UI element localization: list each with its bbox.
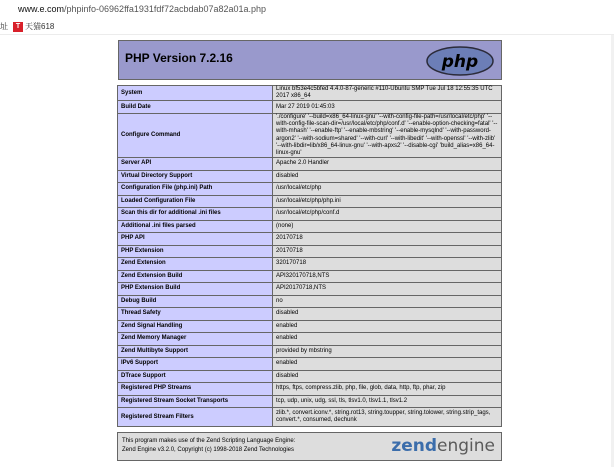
- directive-value: /usr/local/etc/php/conf.d: [273, 208, 502, 221]
- bookmark-truncated-label: 址: [0, 22, 8, 31]
- table-row: [118, 370, 502, 383]
- directive-value: https, ftps, compress.zlib, php, file, glob, data, http, ftp, phar, zip: [273, 383, 502, 396]
- table-row: [118, 358, 502, 371]
- directive-value: Mar 27 2019 01:45:03: [273, 101, 502, 114]
- bookmarks-bar: [0, 19, 614, 35]
- directive-value: /usr/local/etc/php/php.ini: [273, 195, 502, 208]
- directive-value: provided by mbstring: [273, 345, 502, 358]
- table-row: [118, 320, 502, 333]
- address-bar[interactable]: [0, 0, 614, 20]
- table-row: [118, 270, 502, 283]
- table-row: [118, 195, 502, 208]
- zend-notice-line: This program makes use of the Zend Scripting Language Engine:: [122, 438, 296, 444]
- directive-name: Zend Memory Manager: [118, 333, 273, 346]
- directive-name: DTrace Support: [118, 370, 273, 383]
- php-version-header: [118, 40, 502, 80]
- table-row: [118, 333, 502, 346]
- table-row: [118, 208, 502, 221]
- table-row: [118, 170, 502, 183]
- php-logo-text: php: [441, 52, 479, 72]
- directive-name: PHP API: [118, 233, 273, 246]
- table-row: [118, 383, 502, 396]
- directive-name: Debug Build: [118, 295, 273, 308]
- engine-logo-text: engine: [437, 436, 495, 456]
- directive-value: 320170718: [273, 258, 502, 271]
- zend-version-line: Zend Engine v3.2.0, Copyright (c) 1998-2018 Zend Technologies: [122, 447, 294, 453]
- directive-value: 20170718: [273, 233, 502, 246]
- url-text[interactable]: [18, 0, 266, 19]
- directive-name: Configure Command: [118, 113, 273, 157]
- info-table: [117, 85, 502, 427]
- directive-value: disabled: [273, 308, 502, 321]
- table-row: [118, 408, 502, 427]
- directive-name: Registered Stream Filters: [118, 408, 273, 427]
- directive-name: Zend Signal Handling: [118, 320, 273, 333]
- directive-name: Server API: [118, 158, 273, 171]
- php-logo-icon: [425, 45, 495, 77]
- directive-name: Registered PHP Streams: [118, 383, 273, 396]
- directive-value: 20170718: [273, 245, 502, 258]
- table-row: [118, 220, 502, 233]
- directive-name: PHP Extension: [118, 245, 273, 258]
- directive-value: enabled: [273, 320, 502, 333]
- url-path: /phpinfo-06962ffa1931fdf72acbdab07a82a01a.php: [64, 4, 267, 14]
- table-row: [118, 258, 502, 271]
- directive-value: no: [273, 295, 502, 308]
- directive-name: Scan this dir for additional .ini files: [118, 208, 273, 221]
- table-row: [118, 245, 502, 258]
- url-domain: www.e.com: [18, 4, 65, 14]
- table-row: [118, 233, 502, 246]
- table-row: [118, 308, 502, 321]
- directive-value: enabled: [273, 358, 502, 371]
- directive-name: Thread Safety: [118, 308, 273, 321]
- page-title: PHP Version 7.2.16: [125, 51, 233, 65]
- table-row: [118, 101, 502, 114]
- directive-value: tcp, udp, unix, udg, ssl, tls, tlsv1.0, tlsv1.1, tlsv1.2: [273, 395, 502, 408]
- table-row: [118, 86, 502, 101]
- directive-name: Zend Extension: [118, 258, 273, 271]
- table-row: [118, 283, 502, 296]
- directive-name: IPv6 Support: [118, 358, 273, 371]
- directive-name: Loaded Configuration File: [118, 195, 273, 208]
- directive-value: Linux bf53e4c5bfed 4.4.0-87-generic #110-Ubuntu SMP Tue Jul 18 12:55:35 UTC 2017 x86_64: [273, 86, 502, 101]
- table-row: [118, 295, 502, 308]
- directive-name: Registered Stream Socket Transports: [118, 395, 273, 408]
- directive-value: zlib.*, convert.iconv.*, string.rot13, string.toupper, string.tolower, string.strip_tags, convert.*, consumed, dechunk: [273, 408, 502, 427]
- directive-name: PHP Extension Build: [118, 283, 273, 296]
- table-row: [118, 395, 502, 408]
- table-row: [118, 183, 502, 196]
- table-row: [118, 113, 502, 157]
- directive-value: API20170718,NTS: [273, 283, 502, 296]
- directive-name: Virtual Directory Support: [118, 170, 273, 183]
- bookmark-label: 天猫618: [25, 22, 55, 31]
- directive-name: Build Date: [118, 101, 273, 114]
- directive-value: disabled: [273, 170, 502, 183]
- directive-value: disabled: [273, 370, 502, 383]
- table-row: [118, 158, 502, 171]
- directive-name: Additional .ini files parsed: [118, 220, 273, 233]
- directive-value: API320170718,NTS: [273, 270, 502, 283]
- directive-name: Zend Multibyte Support: [118, 345, 273, 358]
- zend-logo-text: zend: [391, 436, 438, 456]
- bookmark-tmall[interactable]: [13, 19, 54, 34]
- directive-name: Zend Extension Build: [118, 270, 273, 283]
- directive-name: Configuration File (php.ini) Path: [118, 183, 273, 196]
- directive-value: './configure' '--build=x86_64-linux-gnu' '--with-config-file-path=/usr/local/etc/php' '--with-config-file-scan-dir=/usr/local/etc/php/conf.d' '--enable-option-checking=fatal' '--with-mhash' '--enable-ftp' '--enable-mbstring' '--enable-mysqlnd' '--with-password-argon2' '--with-sodium=shared' '--with-curl' '--with-libedit' '--with-openssl' '--with-zlib' '--with-libdir=lib/x86_64-linux-gnu' '--with-apxs2' '--disable-cgi' 'build_alias=x86_64-linux-gnu': [273, 113, 502, 157]
- table-row: [118, 345, 502, 358]
- directive-value: /usr/local/etc/php: [273, 183, 502, 196]
- directive-value: Apache 2.0 Handler: [273, 158, 502, 171]
- directive-value: enabled: [273, 333, 502, 346]
- directive-name: System: [118, 86, 273, 101]
- zend-engine-box: [117, 432, 502, 461]
- zend-engine-logo: [391, 436, 495, 456]
- directive-value: (none): [273, 220, 502, 233]
- tmall-icon: T: [13, 22, 23, 32]
